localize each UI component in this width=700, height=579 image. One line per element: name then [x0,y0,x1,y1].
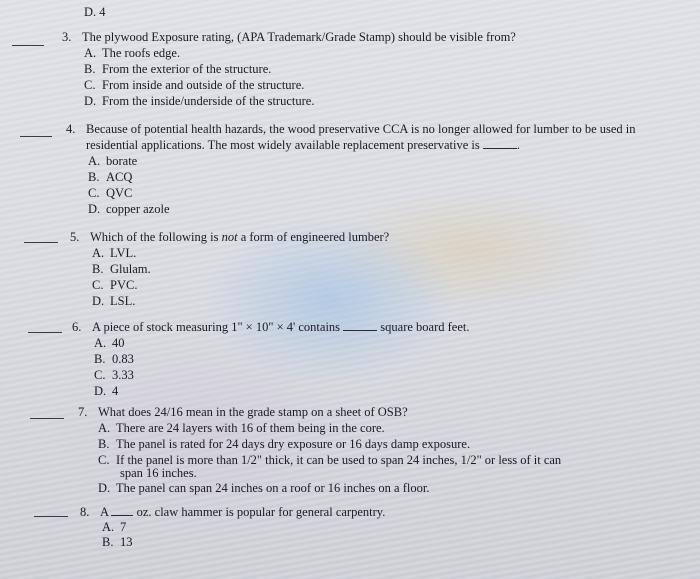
answer-blank-q3[interactable] [12,45,44,46]
question-4-stem-line1: 4. Because of potential health hazards, the wood preservative CCA is no longer allowed for lumber to be used in [66,122,636,136]
q7-option-a: A. There are 24 layers with 16 of them being in the core. [98,421,385,435]
q4-option-d: D. copper azole [88,202,170,216]
answer-blank-q5[interactable] [24,242,58,243]
q6-option-c: C. 3.33 [94,368,134,382]
q6-option-a: A. 40 [94,336,125,350]
q8-option-b: B. 13 [102,535,133,549]
q3-option-a: A. The roofs edge. [84,46,181,60]
q3-option-c: C. From inside and outside of the structure. [84,78,305,92]
q5-option-a: A. LVL. [92,246,137,260]
previous-question-option-d: D. 4 [84,5,106,19]
question-7-stem: 7. What does 24/16 mean in the grade stamp on a sheet of OSB? [78,405,408,419]
answer-blank-q6[interactable] [28,332,62,333]
q5-option-c: C. PVC. [92,278,138,292]
q6-option-b: B. 0.83 [94,352,134,366]
question-5-stem: 5. Which of the following is not a form of engineered lumber? [70,230,390,244]
question-8-stem: 8. A oz. claw hammer is popular for general carpentry. [80,505,386,519]
q5-option-d: D. LSL. [92,294,136,308]
answer-blank-q4[interactable] [20,136,52,137]
q8-fill-in-blank [111,505,133,516]
q3-option-b: B. From the exterior of the structure. [84,62,272,76]
q3-option-d: D. From the inside/underside of the structure. [84,94,315,108]
q8-option-a: A. 7 [102,520,127,534]
answer-blank-q7[interactable] [30,418,64,419]
answer-blank-q8[interactable] [34,516,68,517]
q5-option-b: B. Glulam. [92,262,151,276]
question-4-stem-line2: residential applications. The most widely available replacement preservative is . [86,138,520,152]
q4-option-b: B. ACQ [88,170,133,184]
q7-option-c: C. If the panel is more than 1/2" thick, it can be used to span 24 inches, 1/2" or less of it can [98,453,562,467]
question-3-stem: 3. The plywood Exposure rating, (APA Trademark/Grade Stamp) should be visible from? [62,30,516,44]
q6-option-d: D. 4 [94,384,119,398]
question-6-stem: 6. A piece of stock measuring 1" × 10" × 4' contains square board feet. [72,320,470,334]
q7-option-c-continued: span 16 inches. [120,466,197,480]
q7-option-d: D. The panel can span 24 inches on a roof or 16 inches on a floor. [98,481,430,495]
q4-option-a: A. borate [88,154,138,168]
q4-option-c: C. QVC [88,186,133,200]
q7-option-b: B. The panel is rated for 24 days dry exposure or 16 days damp exposure. [98,437,471,451]
q4-fill-in-blank [483,138,517,149]
q6-fill-in-blank [343,320,377,331]
